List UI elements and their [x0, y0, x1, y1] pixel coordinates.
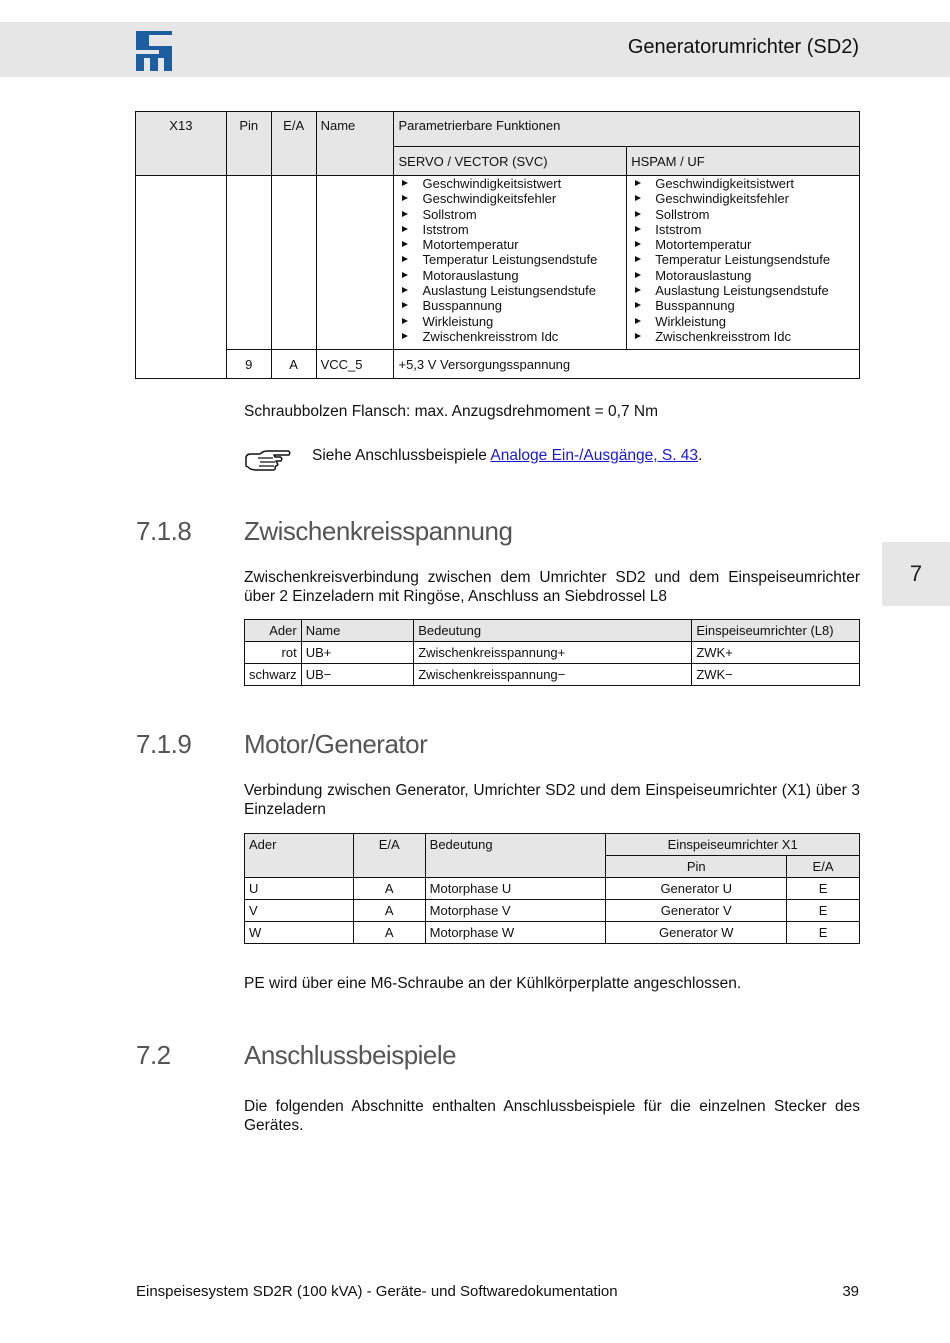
- table-cell: W: [245, 922, 354, 944]
- table-cell: Motorphase U: [425, 878, 606, 900]
- column-header: E/A: [787, 856, 860, 878]
- column-header: E/A: [353, 834, 425, 878]
- list-item: Geschwindigkeitsistwert: [398, 176, 622, 191]
- table-cell: U: [245, 878, 354, 900]
- x13-header: X13: [136, 112, 227, 176]
- section-intro: Die folgenden Abschnitte enthalten Anschlussbeispiele für die einzelnen Stecker des Gerätes.: [244, 1098, 860, 1134]
- see-note: [312, 447, 702, 465]
- empty-cell: [226, 176, 271, 350]
- screw-note: Schraubbolzen Flansch: max. Anzugsdrehmoment = 0,7 Nm: [244, 403, 658, 420]
- company-logo: [136, 31, 172, 71]
- page-number: 39: [842, 1283, 859, 1300]
- list-item: Motorauslastung: [631, 268, 855, 283]
- table-cell: A: [353, 878, 425, 900]
- table-cell: UB−: [301, 664, 414, 686]
- pointing-hand-icon: [244, 448, 292, 474]
- table-cell: A: [353, 900, 425, 922]
- table-cell: Motorphase W: [425, 922, 606, 944]
- column-header: Pin: [606, 856, 787, 878]
- header-title: Generatorumrichter (SD2): [627, 36, 859, 58]
- table-cell: Zwischenkreisspannung−: [414, 664, 692, 686]
- column-header: Bedeutung: [414, 620, 692, 642]
- analog-io-link[interactable]: Analoge Ein-/Ausgänge, S. 43: [490, 447, 699, 464]
- table-cell: ZWK+: [692, 642, 860, 664]
- footer-doc-title: Einspeisesystem SD2R (100 kVA) - Geräte- und Softwaredokumentation: [136, 1283, 618, 1300]
- hspam-subheader: HSPAM / UF: [627, 147, 860, 176]
- column-header: Einspeiseumrichter X1: [606, 834, 860, 856]
- table-cell: schwarz: [245, 664, 302, 686]
- list-item: Geschwindigkeitsistwert: [631, 176, 855, 191]
- x13-table: [135, 111, 860, 379]
- list-item: Motortemperatur: [398, 237, 622, 252]
- table-row: [245, 878, 860, 900]
- list-item: Sollstrom: [398, 207, 622, 222]
- see-note-suffix: .: [698, 447, 703, 464]
- table-row: [245, 642, 860, 664]
- list-item: Zwischenkreisstrom Idc: [398, 329, 622, 344]
- chapter-tab: 7: [882, 542, 950, 606]
- ea-header: E/A: [271, 112, 316, 176]
- column-header: Ader: [245, 834, 354, 878]
- table-cell: E: [787, 900, 860, 922]
- list-item: Motorauslastung: [398, 268, 622, 283]
- pin-header: Pin: [226, 112, 271, 176]
- table-cell: Generator W: [606, 922, 787, 944]
- list-item: Temperatur Leistungsendstufe: [398, 252, 622, 267]
- table-cell: ZWK−: [692, 664, 860, 686]
- column-header: Ader: [245, 620, 302, 642]
- see-note-text: Siehe Anschlussbeispiele: [312, 447, 491, 464]
- section-number: 7.1.8: [136, 516, 192, 546]
- section-title: Anschlussbeispiele: [244, 1040, 457, 1070]
- column-header: Einspeiseumrichter (L8): [692, 620, 860, 642]
- list-item: Busspannung: [398, 298, 622, 313]
- list-item: Zwischenkreisstrom Idc: [631, 329, 855, 344]
- table-cell: Zwischenkreisspannung+: [414, 642, 692, 664]
- list-item: Busspannung: [631, 298, 855, 313]
- list-item: Auslastung Leistungsendstufe: [398, 283, 622, 298]
- section-title: Zwischenkreisspannung: [244, 516, 513, 546]
- hspam-list-cell: [627, 176, 860, 350]
- servo-subheader: SERVO / VECTOR (SVC): [394, 147, 627, 176]
- x13-empty-cell: [136, 176, 227, 379]
- servo-list: [398, 176, 622, 344]
- column-header: Name: [301, 620, 414, 642]
- list-item: Iststrom: [631, 222, 855, 237]
- section-intro: Zwischenkreisverbindung zwischen dem Umrichter SD2 und dem Einspeiseumrichter über 2 Einzeladern mit Ringöse, Anschluss an Siebdrossel L8: [244, 569, 860, 605]
- list-item: Geschwindigkeitsfehler: [398, 191, 622, 206]
- empty-cell: [271, 176, 316, 350]
- desc-cell: +5,3 V Versorgungsspannung: [394, 350, 860, 379]
- table-cell: V: [245, 900, 354, 922]
- table-cell: Motorphase V: [425, 900, 606, 922]
- empty-cell: [316, 176, 394, 350]
- table-cell: UB+: [301, 642, 414, 664]
- table-cell: E: [787, 922, 860, 944]
- section-number: 7.1.9: [136, 729, 192, 759]
- list-item: Wirkleistung: [398, 314, 622, 329]
- section-intro: Verbindung zwischen Generator, Umrichter SD2 und dem Einspeiseumrichter (X1) über 3 Einzeladern: [244, 782, 860, 818]
- column-header: Bedeutung: [425, 834, 606, 878]
- list-item: Auslastung Leistungsendstufe: [631, 283, 855, 298]
- ea-cell: A: [271, 350, 316, 379]
- pin-cell: 9: [226, 350, 271, 379]
- servo-list-cell: [394, 176, 627, 350]
- table-cell: A: [353, 922, 425, 944]
- hspam-list: [631, 176, 855, 344]
- list-item: Iststrom: [398, 222, 622, 237]
- table-row: [245, 900, 860, 922]
- table-row: [245, 922, 860, 944]
- dc-link-table: [244, 619, 860, 686]
- table-cell: rot: [245, 642, 302, 664]
- functions-header: Parametrierbare Funktionen: [394, 112, 860, 147]
- list-item: Wirkleistung: [631, 314, 855, 329]
- list-item: Temperatur Leistungsendstufe: [631, 252, 855, 267]
- list-item: Sollstrom: [631, 207, 855, 222]
- pe-note: PE wird über eine M6-Schraube an der Kühlkörperplatte angeschlossen.: [244, 975, 742, 992]
- section-number: 7.2: [136, 1040, 171, 1070]
- name-cell: VCC_5: [316, 350, 394, 379]
- table-cell: Generator V: [606, 900, 787, 922]
- section-title: Motor/Generator: [244, 729, 428, 759]
- list-item: Geschwindigkeitsfehler: [631, 191, 855, 206]
- list-item: Motortemperatur: [631, 237, 855, 252]
- table-cell: E: [787, 878, 860, 900]
- motor-generator-table: [244, 833, 860, 944]
- name-header: Name: [316, 112, 394, 176]
- table-row: [245, 664, 860, 686]
- table-cell: Generator U: [606, 878, 787, 900]
